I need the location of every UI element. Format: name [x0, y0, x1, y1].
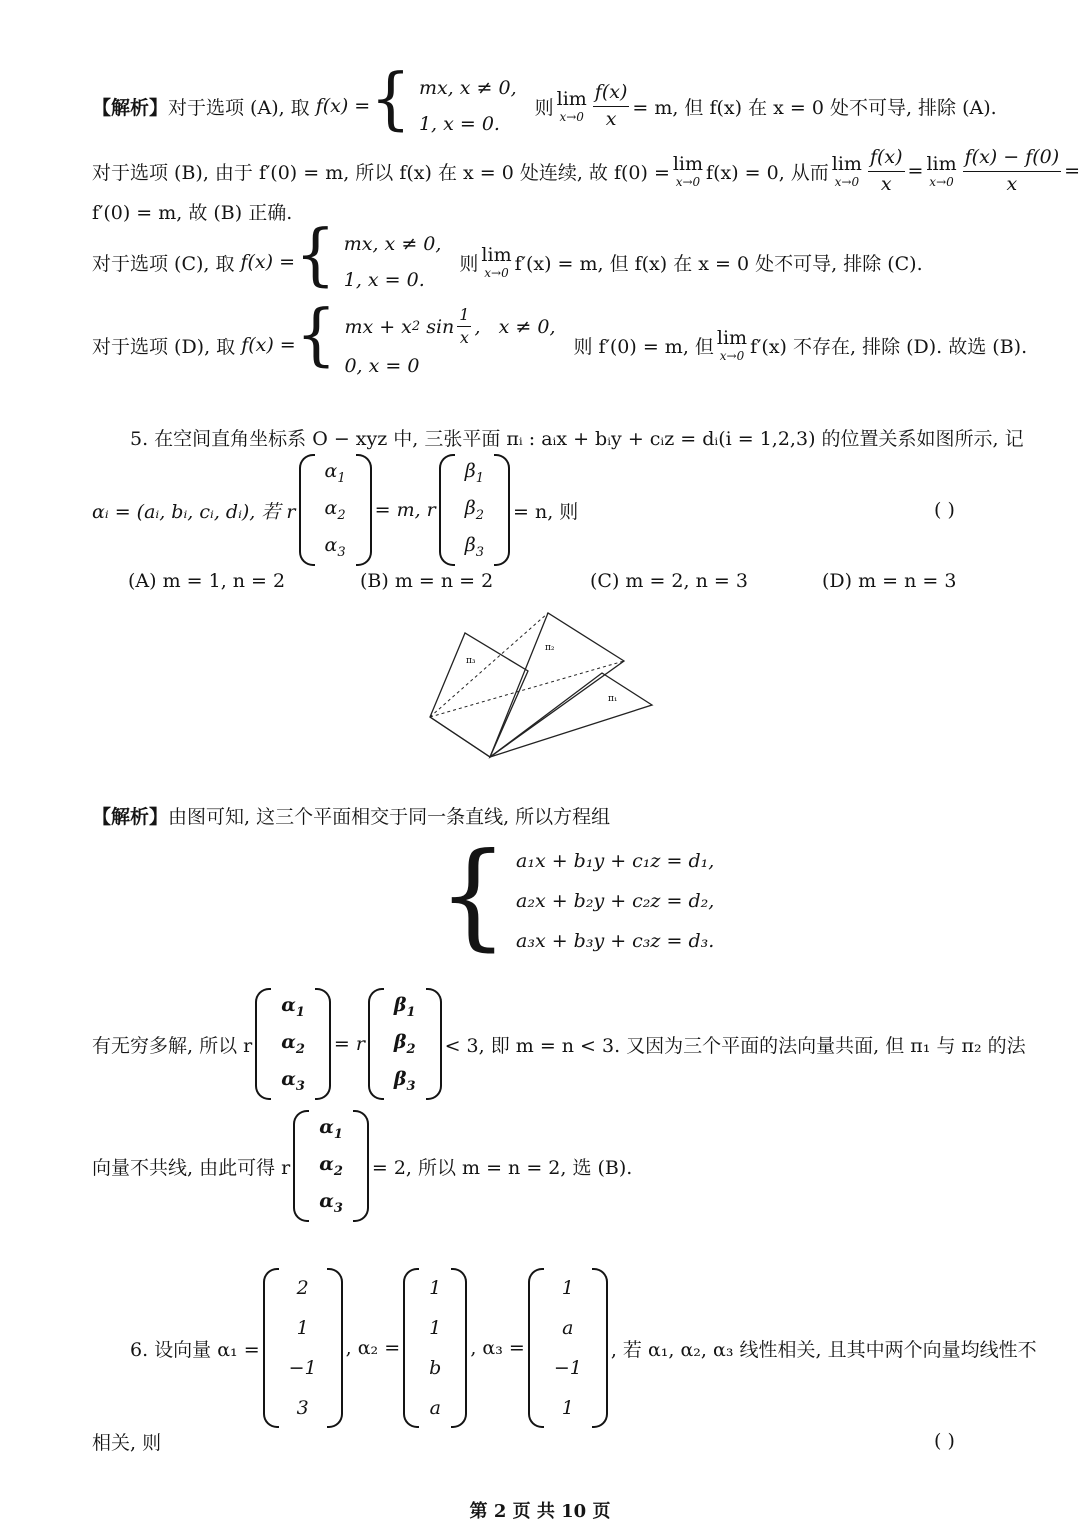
- sol5-line2-a: 向量不共线, 由此可得 r: [92, 1156, 291, 1179]
- q5-line2c: = n, 则: [513, 500, 579, 523]
- case-a2: 1, x = 0.: [418, 113, 500, 135]
- option-b: (B) m = n = 2: [360, 570, 494, 592]
- vector-alpha3: 1 a −1 1: [528, 1268, 608, 1428]
- option-a: (A) m = 1, n = 2: [128, 570, 286, 592]
- page-number: 第 2 页 共 10 页: [469, 1501, 611, 1522]
- fraction: $\frac{f(x)}{x}$: [869, 145, 903, 195]
- plane-pi1: [490, 673, 652, 757]
- sol4-line-c: [92, 216, 923, 302]
- q6-intro: 6. 设向量 α₁ =: [130, 1338, 260, 1361]
- case-a1: mx, x ≠ 0,: [418, 76, 517, 99]
- sol4-line-d: [92, 296, 1028, 387]
- eq3: a₃x + b₃y + c₃z = d₃.: [516, 929, 715, 952]
- q6-answer-paren: ( ): [934, 1430, 955, 1452]
- sol4-a-rest: = m, 但 f(x) 在 x = 0 处不可导, 排除 (A).: [632, 96, 997, 119]
- fraction: $\frac{f(x) - f(0)}{x}$: [964, 145, 1060, 195]
- vector-alpha2: 1 1 b a: [403, 1268, 467, 1428]
- label-pi2: π₂: [545, 643, 555, 653]
- fraction: $\frac{f(x)}{x}$: [594, 80, 628, 130]
- q6-a3-label: , α₃ =: [470, 1337, 525, 1359]
- limit-op: lim x→0: [926, 152, 957, 189]
- q6-rest: , 若 α₁, α₂, α₃ 线性相关, 且其中两个向量均线性不: [610, 1338, 1037, 1361]
- alpha-matrix: $\alpha_1$ $\alpha_2$ $\alpha_3$: [299, 454, 372, 566]
- q6-a2-label: , α₂ =: [345, 1337, 401, 1359]
- sol5-line-b: = r: [333, 1033, 365, 1055]
- q5-options: [128, 566, 968, 596]
- f-of-x: f(x) =: [241, 334, 296, 356]
- plane-pi3: [430, 633, 528, 757]
- limit-op: lim x→0: [672, 152, 704, 189]
- q6-line2: [92, 1426, 161, 1456]
- limit-op: lim x→0: [481, 243, 512, 280]
- limit-op: lim x→0: [556, 87, 587, 124]
- q5-line2a: αᵢ = (aᵢ, bᵢ, cᵢ, dᵢ), 若 r: [92, 500, 296, 523]
- case-c2: 1, x = 0.: [343, 269, 425, 291]
- then-word: 则: [459, 252, 479, 275]
- q6-line2-text: 相关, 则: [92, 1431, 162, 1454]
- sol5-intro: 由图可知, 这三个平面相交于同一条直线, 所以方程组: [168, 805, 611, 828]
- q5-stem-text: 5. 在空间直角坐标系 O − xyz 中, 三张平面 πᵢ : aᵢx + bᵢy + cᵢz = dᵢ(i = 1,2,3) 的位置关系如图所示, 记: [130, 427, 1024, 450]
- sol4-c-intro: 对于选项 (C), 取: [92, 252, 235, 275]
- q5-line2b: = m, r: [374, 499, 436, 521]
- solution-tag: 【解析】: [92, 805, 169, 828]
- piecewise-c: { mx, x ≠ 0, 1, x = 0.: [295, 224, 449, 300]
- case-d1: mx + x 2 sin $\frac{1}{x}$ , x ≠ 0,: [344, 305, 556, 348]
- beta-matrix-bold: $\beta_1$ $\beta_2$ $\beta_3$: [368, 988, 442, 1100]
- equation-system: { a₁x + b₁y + c₁z = d₁, a₂x + b₂y + c₂z = d₂, a₃x + b₃y + c₃z = d₃.: [438, 827, 715, 963]
- beta-matrix: $\beta_1$ $\beta_2$ $\beta_3$: [439, 454, 510, 566]
- sol4-b-1b: f(x) = 0, 从而: [706, 161, 829, 184]
- sol4-line-b2: [92, 197, 292, 225]
- sol4-a-intro: 对于选项 (A), 取: [168, 96, 310, 119]
- option-d: (D) m = n = 3: [822, 570, 957, 592]
- sol5-line2: [92, 986, 1026, 1102]
- alpha-matrix-bold: $\alpha_1$ $\alpha_2$ $\alpha_3$: [255, 988, 331, 1100]
- vector-alpha1: 2 1 −1 3: [263, 1268, 343, 1428]
- piecewise-a: { mx, x ≠ 0, 1, x = 0.: [370, 68, 524, 144]
- sol5-line-c: < 3, 即 m = n < 3. 又因为三个平面的法向量共面, 但 π₁ 与 π₂ 的法: [444, 1034, 1026, 1057]
- alpha-matrix-bold: $\alpha_1$ $\alpha_2$ $\alpha_3$: [293, 1110, 369, 1222]
- limit-op: lim x→0: [831, 152, 862, 189]
- sol4-d-rest: f′(x) 不存在, 排除 (D). 故选 (B).: [750, 335, 1028, 358]
- case-d2: 0, x = 0: [344, 354, 420, 377]
- label-pi3: π₃: [466, 656, 476, 666]
- sol5-line3: [92, 1108, 632, 1224]
- eq2: a₂x + b₂y + c₂z = d₂,: [516, 890, 715, 913]
- option-c: (C) m = 2, n = 3: [590, 570, 748, 592]
- piecewise-d: { mx + x 2 sin $\frac{1}{x}$ , x ≠ 0, 0, x = 0: [296, 304, 564, 386]
- q5-line2: [92, 452, 578, 568]
- sol5-line1: [92, 800, 610, 830]
- sol5-line-a: 有无穷多解, 所以 r: [92, 1034, 253, 1057]
- eq1: a₁x + b₁y + c₁z = d₁,: [516, 850, 715, 873]
- q6-line1: [130, 1266, 1037, 1430]
- sol4-b-2: f′(0) = m, 故 (B) 正确.: [92, 201, 293, 224]
- case-c1: mx, x ≠ 0,: [343, 232, 442, 255]
- sol4-d-then: 则 f′(0) = m, 但: [573, 335, 714, 358]
- sol5-line2-b: = 2, 所以 m = n = 2, 选 (B).: [371, 1156, 633, 1179]
- sol4-c-rest: f′(x) = m, 但 f(x) 在 x = 0 处不可导, 排除 (C).: [514, 252, 923, 275]
- f-of-x: f(x) =: [315, 95, 371, 117]
- then-word: 则: [534, 96, 554, 119]
- label-pi1: π₁: [608, 694, 618, 704]
- sol4-line-b1: 对于选项 (B), 由于 f′(0) = m, 所以 f(x) 在 x = 0 处连续, 故 f(0) = lim x→0 f(x) = 0, 从而 lim x→0 $\frac{f(x)}{x}$ = lim x→0 $\frac{f(x) - f(0)}{x}$ =: [92, 145, 1080, 195]
- planes-figure: [420, 605, 660, 765]
- sol4-b-1a: 对于选项 (B), 由于 f′(0) = m, 所以 f(x) 在 x = 0 处连续, 故 f(0) =: [92, 161, 670, 184]
- solution-tag: 【解析】: [92, 96, 169, 119]
- sol4-line-a: [92, 60, 997, 152]
- q5-answer-paren: ( ): [934, 499, 955, 521]
- f-of-x: f(x) =: [240, 251, 296, 273]
- sol4-d-intro: 对于选项 (D), 取: [92, 335, 236, 358]
- q5-stem: [130, 422, 1024, 452]
- limit-op: lim x→0: [716, 326, 748, 363]
